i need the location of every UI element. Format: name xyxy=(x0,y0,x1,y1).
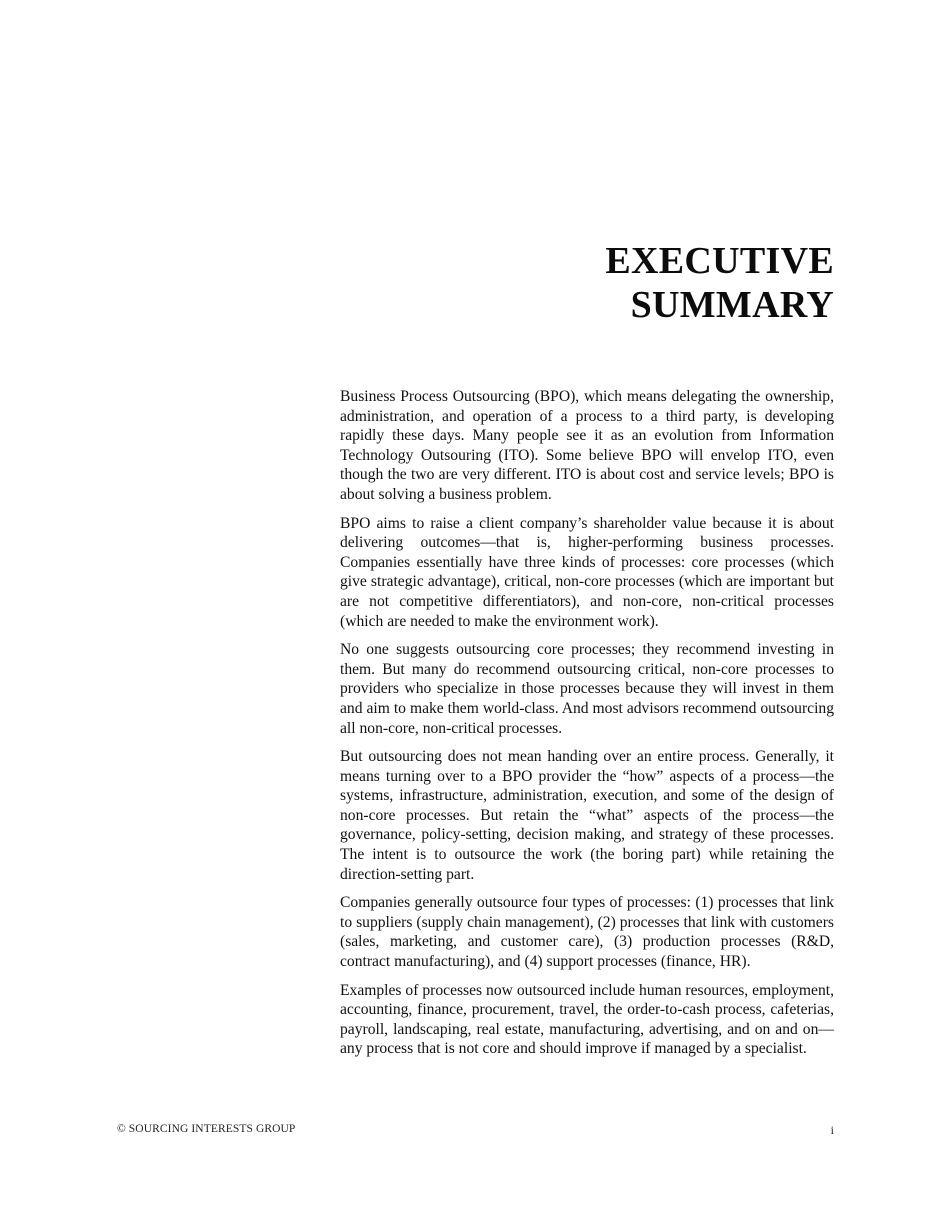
page-title-line-2: SUMMARY xyxy=(630,284,834,326)
page-title-line-1: EXECUTIVE xyxy=(605,240,834,282)
paragraph-6: Examples of processes now outsourced include human resources, employment, accounting, finance, procurement, travel, the order-to-cash process, cafeterias, payroll, landscaping, real estate, manufacturing, advertising, and on and on—any process that is not core and should improve if managed by a specialist. xyxy=(340,981,834,1058)
page-number: i xyxy=(830,1123,834,1137)
paragraph-3: No one suggests outsourcing core processes; they recommend investing in them. But many do recommend outsourcing critical, non-core processes to providers who specialize in those processes because they will invest in them and aim to make them world-class. And most advisors recommend outsourcing all non-core, non-critical processes. xyxy=(340,641,834,737)
paragraph-1: Business Process Outsourcing (BPO), which means delegating the ownership, administration, and operation of a process to a third party, is developing rapidly these days. Many people see it as an evolution from Information Technology Outsouring (ITO). Some believe BPO will envelop ITO, even though the two are very different. ITO is about cost and service levels; BPO is about solving a business problem. xyxy=(340,388,834,503)
footer-copyright: © SOURCING INTERESTS GROUP xyxy=(117,1123,296,1135)
paragraph-4: But outsourcing does not mean handing over an entire process. Generally, it means turning over to a BPO provider the “how” aspects of a process—the systems, infrastructure, administration, execution, and some of the design of non-core processes. But retain the “what” aspects of the process—the governance, policy-setting, decision making, and strategy of these processes. The intent is to outsource the work (the boring part) while retaining the direction-setting part. xyxy=(340,748,834,883)
paragraph-2: BPO aims to raise a client company’s shareholder value because it is about delivering outcomes—that is, higher-performing business processes. Companies essentially have three kinds of processes: core processes (which give strategic advantage), critical, non-core processes (which are important but are not competitive differentiators), and non-core, non-critical processes (which are needed to make the environment work). xyxy=(340,514,834,630)
paragraph-5: Companies generally outsource four types of processes: (1) processes that link to suppliers (supply chain management), (2) processes that link with customers (sales, marketing, and customer care), (3) production processes (R&D, contract manufacturing), and (4) support processes (finance, HR). xyxy=(340,894,834,971)
body-text xyxy=(340,387,834,1068)
